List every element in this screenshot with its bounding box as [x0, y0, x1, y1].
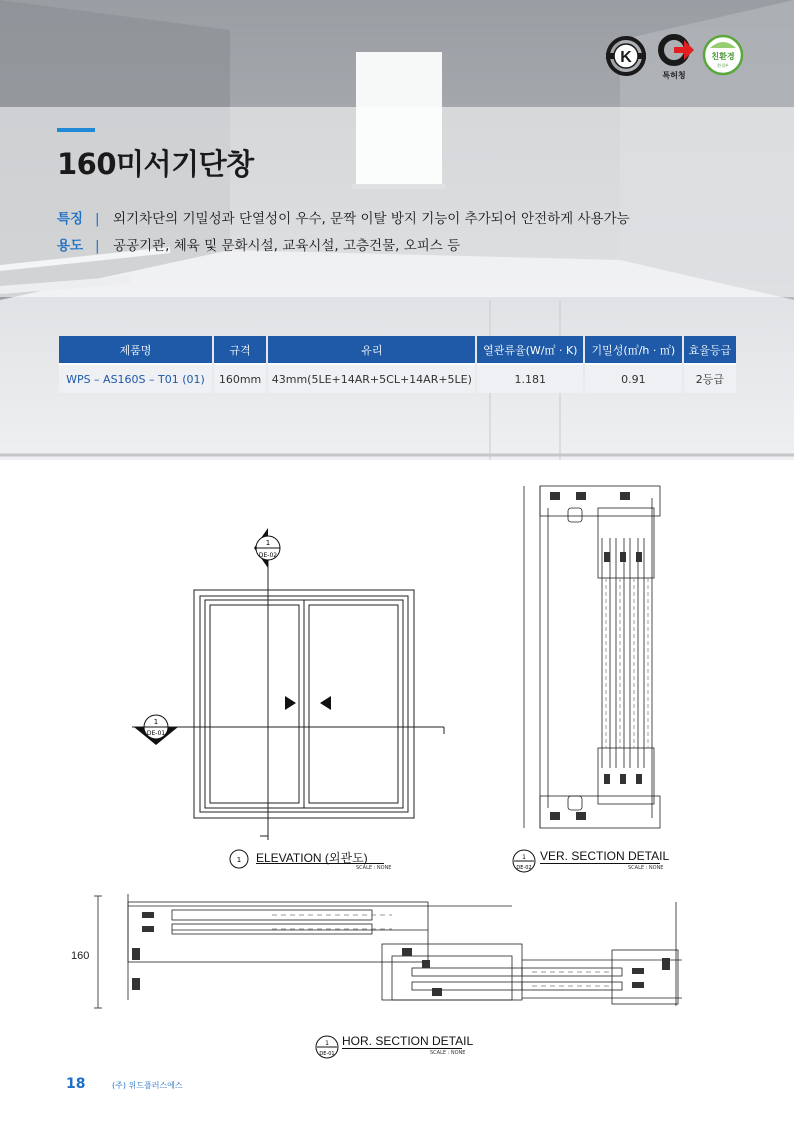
elevation-scale: SCALE : NONE [356, 865, 392, 871]
page-title: 160미서기단창 [57, 147, 254, 181]
hor-section-title: HOR. SECTION DETAIL [342, 1034, 474, 1048]
patent-office-text: 특허청 [662, 71, 686, 80]
svg-text:1: 1 [236, 856, 242, 864]
feature-text: 외기차단의 기밀성과 단열성이 우수, 문짝 이탈 방지 기능이 추가되어 안전하게 사용가능 [113, 211, 630, 227]
cell-airtightness: 0.91 [585, 363, 682, 393]
cell-product-name: WPS – AS160S – T01 (01) [59, 363, 212, 393]
header-product-name: 제품명 [59, 336, 212, 363]
header-glass: 유리 [268, 336, 475, 363]
section-marker-de01 [134, 715, 178, 745]
svg-text:1: 1 [153, 718, 159, 726]
feature-separator: | [95, 211, 100, 227]
svg-text:DE-01: DE-01 [319, 1051, 335, 1057]
ver-section-title-marker [511, 848, 537, 874]
elevation-title-marker [228, 848, 250, 870]
vertical-section-drawing [520, 478, 664, 834]
eco-text: 친환경 [711, 52, 735, 61]
usage-label: 용도 [57, 238, 84, 254]
title-accent-bar [57, 128, 95, 132]
table-row [59, 363, 736, 393]
company-name: (주) 위드플러스에스 [112, 1081, 183, 1090]
feature-label: 특징 [57, 211, 84, 227]
svg-text:DE-02: DE-02 [516, 865, 532, 871]
cell-u-value: 1.181 [477, 363, 583, 393]
eco-mark-icon [702, 34, 744, 76]
ver-section-title-underline [540, 863, 660, 864]
ver-section-title: VER. SECTION DETAIL [540, 849, 670, 863]
feature-row [57, 207, 630, 227]
header-size: 규격 [214, 336, 266, 363]
spec-table [57, 336, 738, 393]
usage-text: 공공기관, 체육 및 문화시설, 교육시설, 고층건물, 오피스 등 [113, 238, 461, 254]
spec-table-header-row [59, 336, 736, 363]
cell-glass: 43mm(5LE+14AR+5CL+14AR+5LE) [268, 363, 475, 393]
eco-sub-text: 환경부 [717, 63, 729, 68]
ks-mark-icon [604, 34, 648, 78]
svg-text:DE-02: DE-02 [258, 552, 278, 559]
elevation-drawing [130, 520, 450, 840]
horizontal-section-drawing [92, 888, 682, 1018]
usage-row [57, 234, 460, 254]
page-number: 18 [66, 1076, 86, 1092]
patent-mark-icon [654, 34, 696, 84]
svg-text:1: 1 [522, 854, 526, 861]
svg-text:DE-01: DE-01 [146, 730, 166, 737]
svg-text:1: 1 [325, 1040, 329, 1047]
dimension-label: 160 [71, 950, 90, 962]
ks-letter: K [620, 49, 632, 66]
ver-section-scale: SCALE : NONE [628, 865, 664, 871]
cell-size: 160mm [214, 363, 266, 393]
hor-section-scale: SCALE : NONE [430, 1050, 466, 1056]
svg-text:1: 1 [265, 539, 271, 547]
elevation-title: ELEVATION (외관도) [256, 851, 368, 865]
header-u-value: 열관류율(W/㎡ · K) [477, 336, 583, 363]
header-efficiency-grade: 효율등급 [684, 336, 736, 363]
hor-section-title-marker [314, 1034, 340, 1060]
cell-efficiency-grade: 2등급 [684, 363, 736, 393]
usage-separator: | [95, 238, 100, 254]
hor-section-title-underline [342, 1048, 462, 1049]
elevation-title-underline [256, 863, 384, 864]
header-airtightness: 기밀성(㎥/h · ㎡) [585, 336, 682, 363]
section-marker-de02 [254, 528, 280, 568]
